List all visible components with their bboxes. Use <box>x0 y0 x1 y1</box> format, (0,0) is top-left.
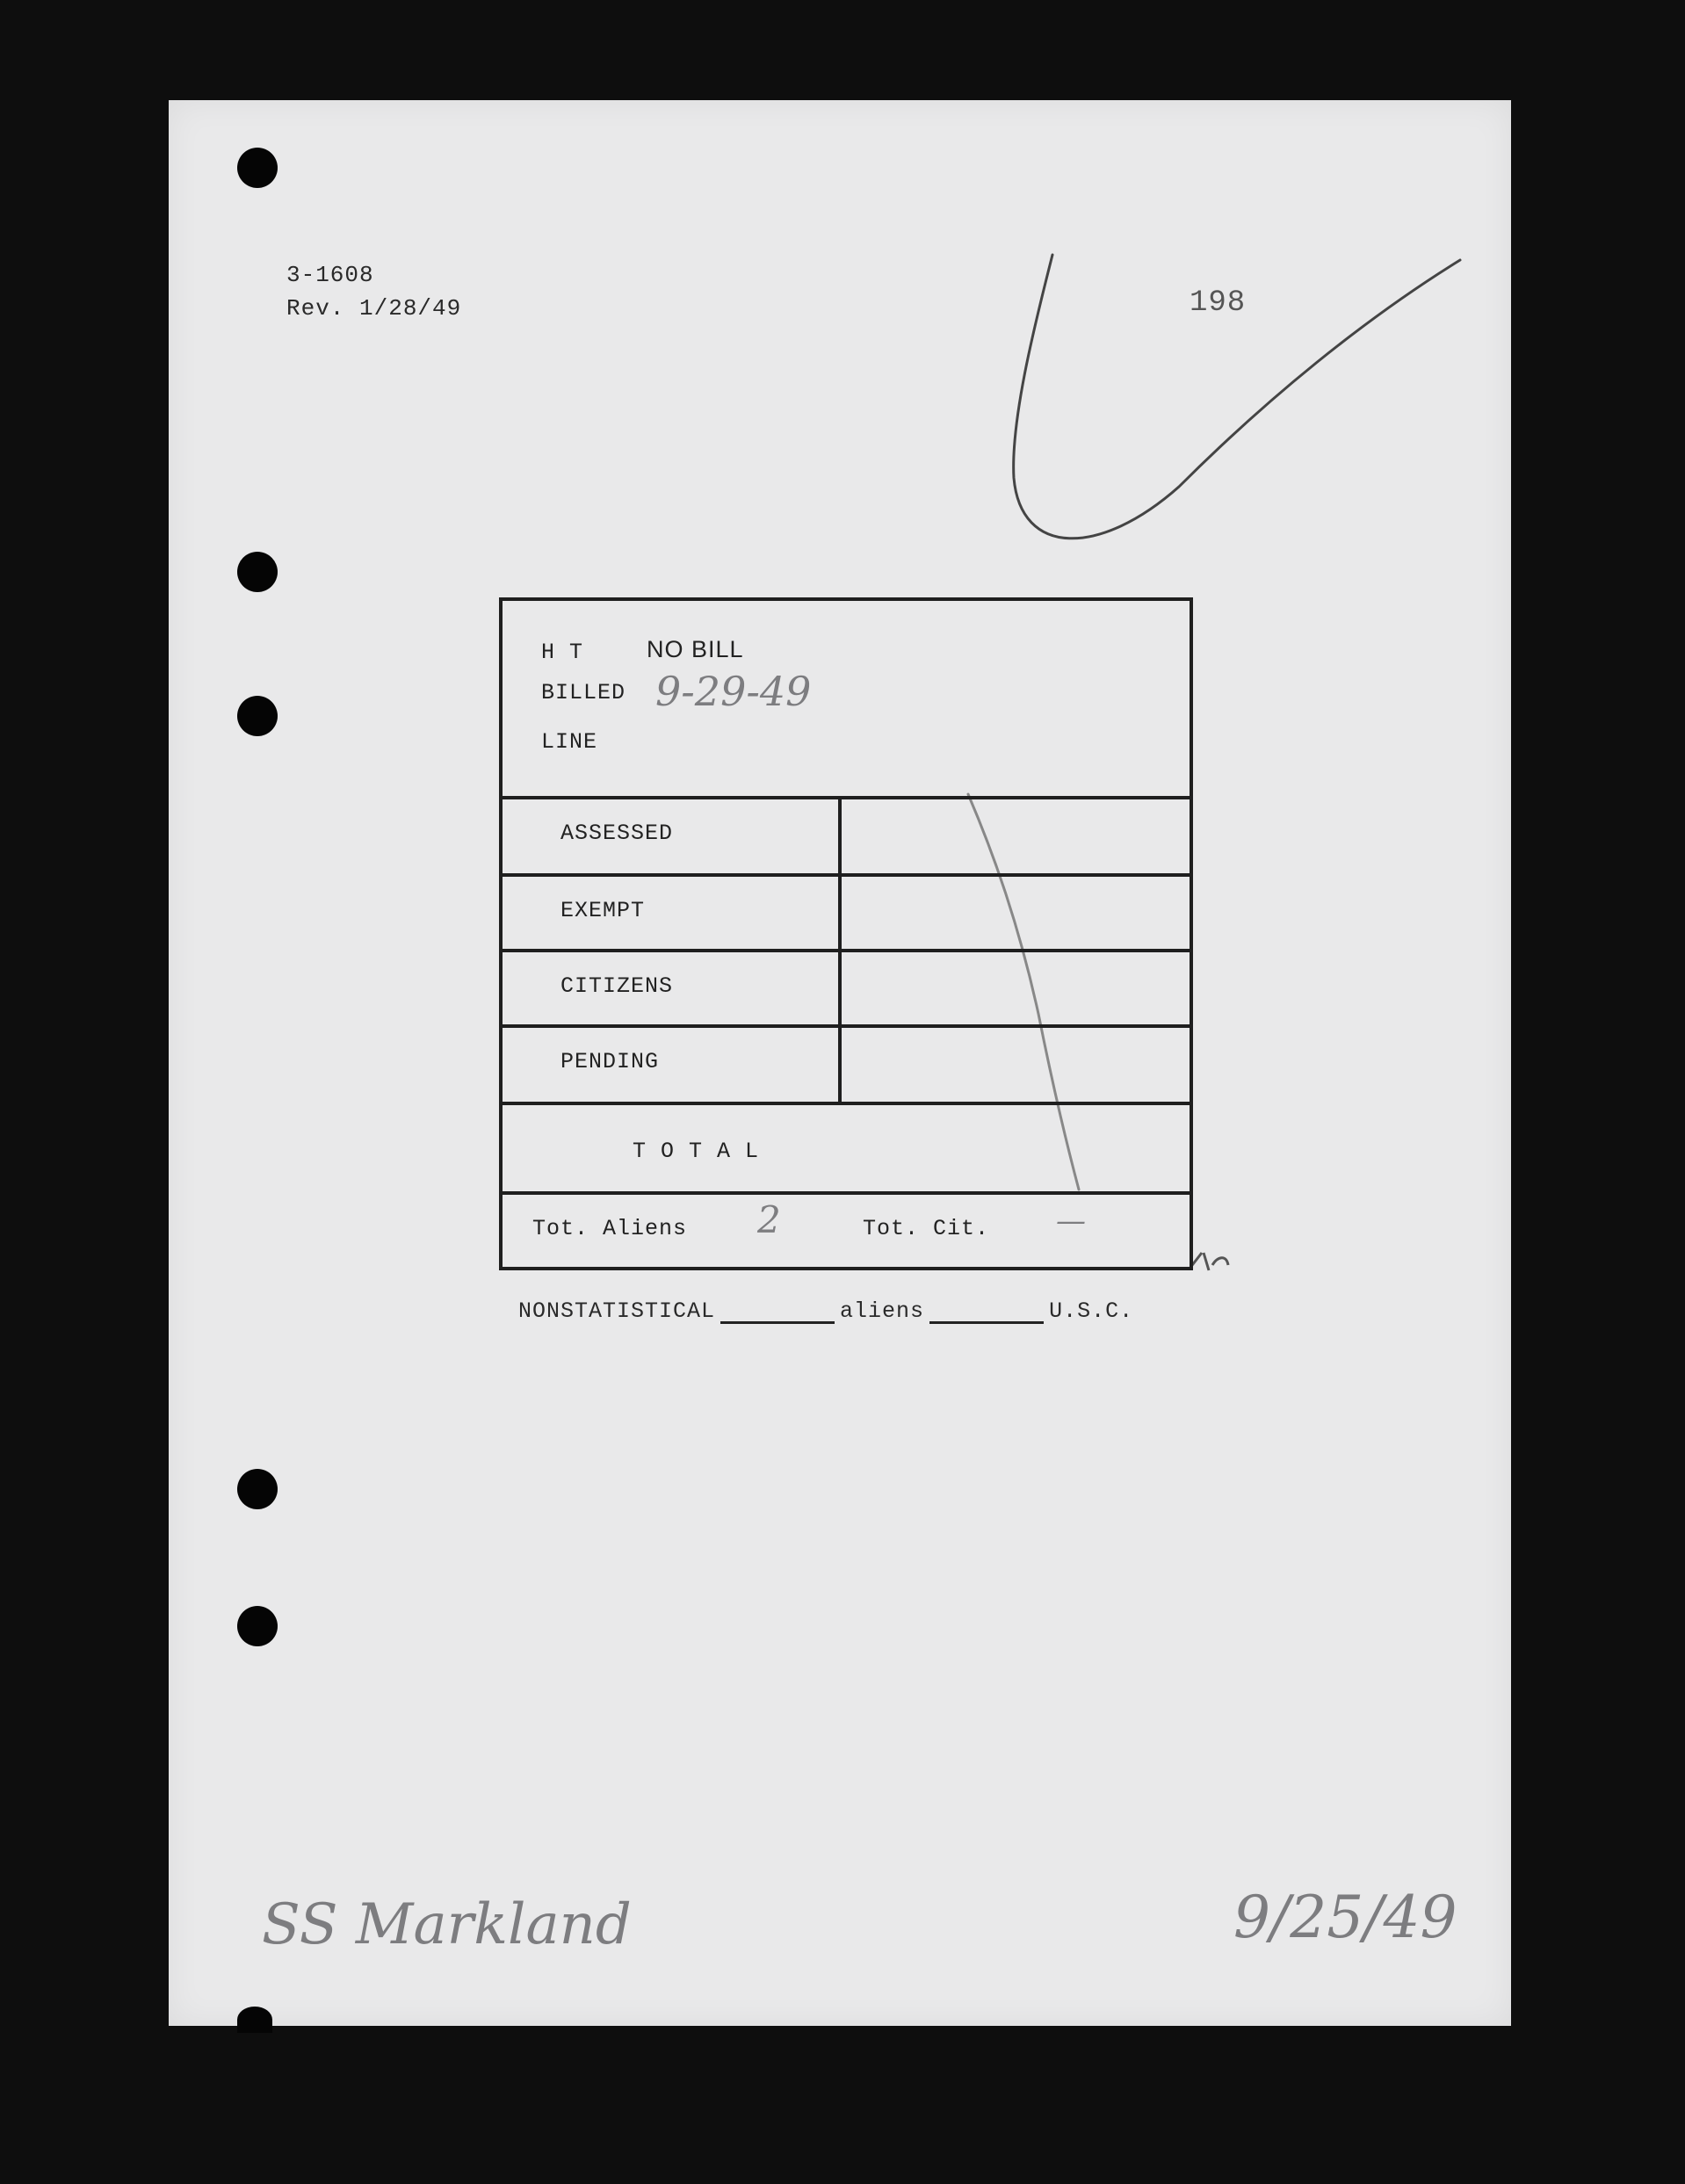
divider <box>503 949 1190 952</box>
usc-label: U.S.C. <box>1049 1298 1134 1324</box>
divider <box>503 1191 1190 1195</box>
divider <box>503 796 1190 799</box>
citizens-label: CITIZENS <box>560 973 674 999</box>
status-card <box>499 597 1193 1270</box>
initials-mark <box>1190 1253 1228 1270</box>
billed-label: BILLED <box>541 680 626 705</box>
tot-cit-label: Tot. Cit. <box>863 1216 990 1241</box>
line-label: LINE <box>541 729 598 755</box>
no-bill-label: NO BILL <box>647 636 744 662</box>
check-mark-icon <box>1014 255 1460 539</box>
nonstatistical-aliens-blank <box>720 1302 835 1324</box>
aliens-label: aliens <box>840 1298 925 1324</box>
pending-label: PENDING <box>560 1049 660 1074</box>
nonstatistical-line <box>518 1298 1133 1324</box>
divider <box>503 1102 1190 1105</box>
divider <box>503 1024 1190 1028</box>
nonstatistical-usc-blank <box>929 1302 1044 1324</box>
handwritten-date: 9/25/49 <box>1233 1884 1457 1951</box>
divider <box>503 873 1190 877</box>
form-number: 3-1608 <box>286 262 374 288</box>
document-page <box>169 100 1511 2026</box>
column-divider <box>838 796 842 1105</box>
total-label: T O T A L <box>633 1139 760 1164</box>
tot-aliens-label: Tot. Aliens <box>532 1216 688 1241</box>
ht-label: H T <box>541 640 584 665</box>
tot-aliens-value: 2 <box>757 1198 781 1241</box>
exempt-label: EXEMPT <box>560 898 646 923</box>
form-revision: Rev. 1/28/49 <box>286 295 462 322</box>
tot-cit-value: — <box>1056 1204 1086 1239</box>
assessed-label: ASSESSED <box>560 821 674 846</box>
nonstatistical-label: NONSTATISTICAL <box>518 1298 716 1324</box>
billed-date: 9-29-49 <box>655 668 812 715</box>
ship-name: SS Markland <box>262 1892 632 1957</box>
page-number: 198 <box>1190 286 1247 320</box>
